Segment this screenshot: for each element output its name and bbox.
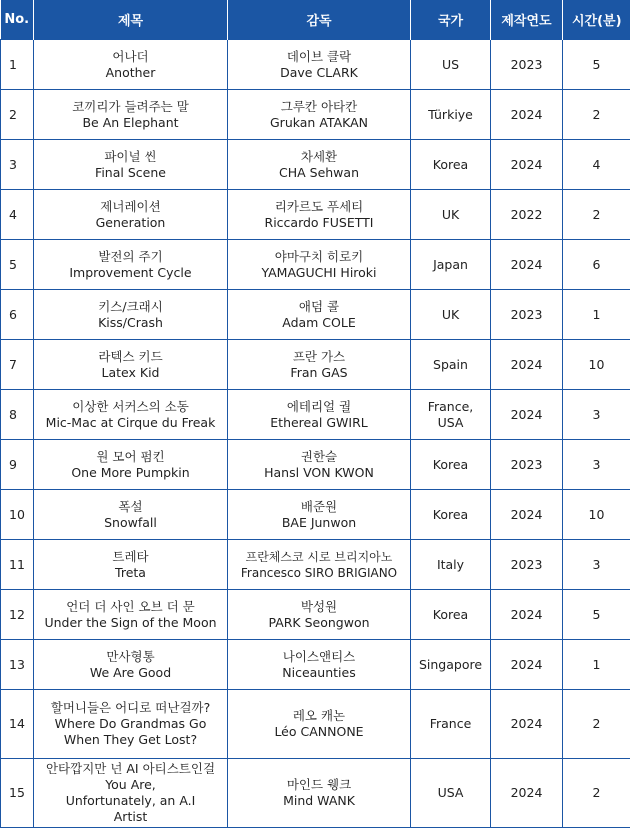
cell-country: Italy <box>411 540 491 590</box>
title-korean: 키스/크래시 <box>98 298 163 314</box>
director-korean: 권한슬 <box>300 448 338 464</box>
director-english: Francesco SIRO BRIGIANO <box>240 565 398 580</box>
cell-duration: 4 <box>563 140 630 190</box>
title-english: Generation <box>95 214 166 230</box>
cell-year: 2022 <box>491 190 563 240</box>
cell-country: Korea <box>411 590 491 640</box>
title-english: Another <box>105 64 156 80</box>
director-korean: 데이브 클락 <box>286 48 352 64</box>
table-row <box>1 240 630 290</box>
director-korean: 마인드 웽크 <box>286 777 352 792</box>
cell-duration: 5 <box>563 40 630 90</box>
table-row <box>1 40 630 90</box>
cell-year: 2024 <box>491 390 563 440</box>
director-english: Fran GAS <box>290 364 348 380</box>
table-row <box>1 490 630 540</box>
title-korean: 코끼리가 들려주는 말 <box>72 98 189 114</box>
cell-duration: 6 <box>563 240 630 290</box>
director-korean: 애덤 콜 <box>298 298 340 314</box>
table-row <box>1 390 630 440</box>
cell-year: 2023 <box>491 540 563 590</box>
cell-title <box>34 40 228 90</box>
cell-no: 5 <box>1 240 34 290</box>
cell-director <box>228 340 411 390</box>
cell-no: 10 <box>1 490 34 540</box>
title-english: You Are, Unfortunately, an A.I Artist <box>65 777 196 824</box>
cell-year: 2023 <box>491 440 563 490</box>
title-korean: 폭설 <box>118 498 143 514</box>
cell-country: USA <box>411 759 491 828</box>
cell-duration: 3 <box>563 540 630 590</box>
director-korean: 프란체스코 시로 브리지아노 <box>245 549 393 564</box>
table-row <box>1 190 630 240</box>
cell-no: 6 <box>1 290 34 340</box>
table-row <box>1 340 630 390</box>
title-english: Improvement Cycle <box>69 264 192 280</box>
title-korean: 발전의 주기 <box>98 248 163 264</box>
header-director: 감독 <box>228 0 411 40</box>
title-english: Latex Kid <box>101 364 160 380</box>
title-english: Under the Sign of the Moon <box>44 614 217 630</box>
cell-no: 12 <box>1 590 34 640</box>
cell-director <box>228 240 411 290</box>
cell-year: 2024 <box>491 140 563 190</box>
cell-year: 2024 <box>491 690 563 759</box>
title-korean: 트레타 <box>112 548 149 564</box>
cell-duration: 2 <box>563 90 630 140</box>
cell-title <box>34 290 228 340</box>
table-row <box>1 759 630 828</box>
title-korean: 할머니들은 어디로 떠난걸까? <box>50 700 211 715</box>
cell-duration: 1 <box>563 640 630 690</box>
cell-director <box>228 440 411 490</box>
director-english: YAMAGUCHI Hiroki <box>261 264 377 280</box>
cell-no: 15 <box>1 759 34 828</box>
director-korean: 배준원 <box>300 498 338 514</box>
cell-title <box>34 340 228 390</box>
cell-director <box>228 40 411 90</box>
director-english: CHA Sehwan <box>278 164 359 180</box>
title-korean: 라텍스 키드 <box>98 348 163 364</box>
cell-country: UK <box>411 290 491 340</box>
table-row <box>1 90 630 140</box>
director-korean: 야마구치 히로키 <box>274 248 364 264</box>
director-korean: 레오 캐논 <box>292 708 346 723</box>
table-row <box>1 140 630 190</box>
cell-no: 7 <box>1 340 34 390</box>
country-text: France, USA <box>427 398 474 430</box>
cell-title <box>34 540 228 590</box>
title-korean: 언더 더 사인 오브 더 문 <box>66 598 195 614</box>
cell-title <box>34 90 228 140</box>
director-english: Niceaunties <box>282 664 356 680</box>
cell-year: 2023 <box>491 40 563 90</box>
table-row <box>1 540 630 590</box>
cell-country: Korea <box>411 140 491 190</box>
cell-duration: 3 <box>563 440 630 490</box>
director-korean: 박성원 <box>300 598 338 614</box>
header-title: 제목 <box>34 0 228 40</box>
title-english: Treta <box>115 564 146 580</box>
header-country: 국가 <box>411 0 491 40</box>
cell-title <box>34 590 228 640</box>
cell-country: France <box>411 690 491 759</box>
cell-title <box>34 440 228 490</box>
cell-director <box>228 759 411 828</box>
title-english: Be An Elephant <box>82 114 179 130</box>
title-korean: 파이널 씬 <box>104 148 157 164</box>
cell-duration: 1 <box>563 290 630 340</box>
cell-no: 3 <box>1 140 34 190</box>
cell-year: 2024 <box>491 590 563 640</box>
cell-director <box>228 140 411 190</box>
cell-director <box>228 690 411 759</box>
director-english: Léo CANNONE <box>274 724 364 739</box>
cell-duration: 5 <box>563 590 630 640</box>
cell-duration: 2 <box>563 190 630 240</box>
cell-director <box>228 540 411 590</box>
cell-no: 11 <box>1 540 34 590</box>
cell-no: 8 <box>1 390 34 440</box>
title-english: Kiss/Crash <box>98 314 163 330</box>
cell-title <box>34 490 228 540</box>
cell-director <box>228 590 411 640</box>
cell-no: 14 <box>1 690 34 759</box>
title-english: Final Scene <box>95 164 166 180</box>
table-row <box>1 440 630 490</box>
director-korean: 나이스앤티스 <box>282 648 356 664</box>
cell-title <box>34 759 228 828</box>
table-row <box>1 690 630 759</box>
cell-director <box>228 390 411 440</box>
cell-country: US <box>411 40 491 90</box>
cell-duration: 10 <box>563 490 630 540</box>
cell-duration: 3 <box>563 390 630 440</box>
title-korean: 원 모어 펌킨 <box>96 448 165 464</box>
cell-title <box>34 690 228 759</box>
table-row <box>1 290 630 340</box>
title-korean: 이상한 서커스의 소동 <box>72 398 189 414</box>
title-korean: 어나더 <box>112 48 149 64</box>
director-english: BAE Junwon <box>281 514 357 530</box>
director-english: Hansl VON KWON <box>264 464 374 480</box>
cell-director <box>228 290 411 340</box>
cell-no: 4 <box>1 190 34 240</box>
cell-title <box>34 140 228 190</box>
cell-no: 9 <box>1 440 34 490</box>
title-english: Snowfall <box>104 514 157 530</box>
title-english: We Are Good <box>89 664 172 680</box>
cell-year: 2024 <box>491 640 563 690</box>
table-header-row <box>1 0 630 40</box>
title-english: Where Do Grandmas Go When They Get Lost? <box>54 716 207 747</box>
cell-director <box>228 190 411 240</box>
cell-country: Korea <box>411 440 491 490</box>
cell-year: 2024 <box>491 759 563 828</box>
director-korean: 그루칸 아타칸 <box>280 98 358 114</box>
title-korean: 만사형통 <box>106 648 155 664</box>
director-english: PARK Seongwon <box>268 614 370 630</box>
title-english: Mic-Mac at Cirque du Freak <box>45 414 216 430</box>
director-english: Ethereal GWIRL <box>270 414 368 430</box>
cell-duration: 2 <box>563 759 630 828</box>
cell-no: 13 <box>1 640 34 690</box>
director-english: Riccardo FUSETTI <box>264 214 374 230</box>
cell-director <box>228 90 411 140</box>
header-year: 제작연도 <box>491 0 563 40</box>
cell-director <box>228 640 411 690</box>
header-duration: 시간(분) <box>563 0 630 40</box>
cell-year: 2024 <box>491 90 563 140</box>
cell-title <box>34 390 228 440</box>
cell-director <box>228 490 411 540</box>
director-korean: 차세환 <box>300 148 338 164</box>
director-english: Adam COLE <box>282 314 356 330</box>
cell-title <box>34 240 228 290</box>
cell-country: Türkiye <box>411 90 491 140</box>
cell-duration: 2 <box>563 690 630 759</box>
cell-year: 2024 <box>491 490 563 540</box>
cell-country: Japan <box>411 240 491 290</box>
table-body <box>1 40 630 828</box>
cell-title <box>34 640 228 690</box>
director-korean: 에테리얼 궐 <box>286 398 352 414</box>
cell-duration: 10 <box>563 340 630 390</box>
cell-year: 2023 <box>491 290 563 340</box>
header-no: No. <box>1 0 34 40</box>
cell-title <box>34 190 228 240</box>
cell-year: 2024 <box>491 340 563 390</box>
table-row <box>1 590 630 640</box>
cell-country: Spain <box>411 340 491 390</box>
cell-country: Singapore <box>411 640 491 690</box>
table-row <box>1 640 630 690</box>
director-english: Mind WANK <box>283 793 355 808</box>
cell-no: 1 <box>1 40 34 90</box>
director-korean: 프란 가스 <box>292 348 346 364</box>
director-korean: 리카르도 푸세티 <box>274 198 364 214</box>
cell-no: 2 <box>1 90 34 140</box>
cell-year: 2024 <box>491 240 563 290</box>
cell-country: UK <box>411 190 491 240</box>
director-english: Grukan ATAKAN <box>270 114 368 130</box>
director-english: Dave CLARK <box>280 64 358 80</box>
title-korean: 제너레이션 <box>100 198 161 214</box>
cell-country <box>411 390 491 440</box>
title-korean: 안타깝지만 넌 AI 아티스트인걸 <box>45 761 216 776</box>
title-english: One More Pumpkin <box>71 464 190 480</box>
cell-country: Korea <box>411 490 491 540</box>
